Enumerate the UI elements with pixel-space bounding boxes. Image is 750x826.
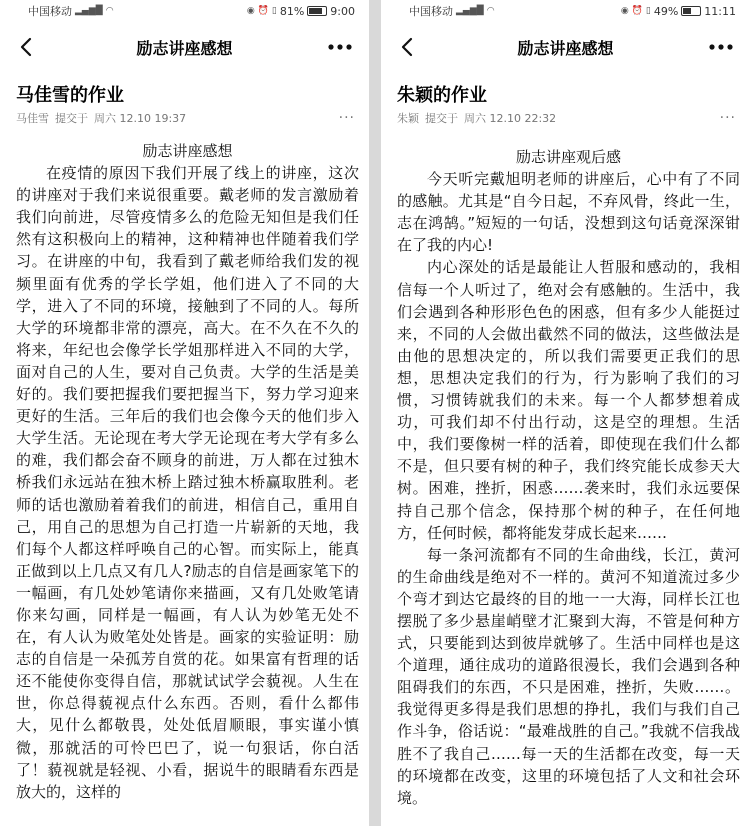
chevron-left-icon	[400, 37, 414, 57]
submit-label: 提交于	[425, 112, 458, 125]
author-name[interactable]: 朱颖	[397, 112, 419, 125]
alarm-icon: ⏰	[257, 6, 269, 16]
essay-paragraph: 每一条河流都有不同的生命曲线，长江，黄河的生命曲线是绝对不一样的。黄河不知道流过多少个弯才到达它最终的目的地一一大海，同样长江也摆脱了多少悬崖峭壁才汇聚到大海，不管是何种方式，只要能到达到彼岸就够了。生活中同样也是这个道理，通往成功的道路很漫长，我们会遇到各种阻碍我们的东西，不只是困难，挫折，失败……。我觉得更多得是我们思想的挣扎，我们与我们自己作斗争，俗话说：“最难战胜的自己。”我就不信我战胜不了我自己……每一天的生活都在改变，每一天的环境都在改变，这里的环境包括了人文和社会环境。	[397, 545, 740, 807]
battery-icon	[681, 6, 701, 16]
battery-percent: 49%	[653, 4, 679, 18]
submit-date: 周六 12.10 22:32	[464, 112, 557, 125]
submit-label: 提交于	[55, 112, 88, 125]
post-header	[381, 82, 750, 126]
carrier-label: 中国移动	[28, 5, 72, 18]
essay-content	[0, 126, 369, 803]
vibrate-icon: ▯	[645, 6, 651, 16]
clock: 11:11	[704, 4, 736, 18]
author-name[interactable]: 马佳雪	[16, 112, 49, 125]
wifi-icon: ◠	[486, 6, 495, 16]
post-header	[0, 82, 369, 126]
post-more-icon[interactable]: ···	[338, 110, 355, 126]
clock: 9:00	[330, 4, 355, 18]
carrier-label: 中国移动	[409, 5, 453, 18]
essay-paragraph: 内心深处的话是最能让人哲服和感动的，我相信每一个人听过了，绝对会有感触的。生活中，我们会遇到各种形形色色的困惑，但有多少人能挺过来，不同的人会做出截然不同的做法，这些做法是由他的思想决定的，所以我们需要更正我们的思想，思想决定我们的行为，行为影响了我们的习惯，习惯铸就我们的未来。每一个人都梦想着成功，可我们却不付出行动，这是空的理想。生活中，我们要像树一样的活着，即使现在我们什么都不是，但只要有树的种子，我们终究能长成参天大树。困难，挫折，困惑……袭来时，我们永远要保持自己那个信念，保持那个树的种子，在任何地方，任何时候，都将能发芽成长起来……	[397, 258, 740, 542]
phone-screen-right	[381, 0, 750, 826]
post-meta	[397, 110, 736, 126]
signal-icon: ▂▄▆█	[456, 6, 484, 16]
back-button[interactable]	[395, 35, 419, 59]
back-button[interactable]	[14, 35, 38, 59]
battery-percent: 81%	[279, 4, 305, 18]
post-title: 马佳雪的作业	[16, 85, 124, 106]
essay-paragraph: 在疫情的原因下我们开展了线上的讲座，这次的讲座对于我们来说很重要。戴老师的发言激励着我们向前进，尽管疫情多么的危险无知但是我们任然有这积极向上的精神，这种精神也伴随着我们学习。在讲座的中旬，我看到了戴老师给我们发的视频里面有优秀的学长学姐，他们进入了不同的大学，进入了不同的环境，接触到了不同的人。每所大学的环境都非常的漂亮，高大。在不久在不久的将来，年纪也会像学长学姐那样进入不同的大学，面对自己的人生，要对自己负责。大学的生活是美好的。我们要把握我们要把握当下，努力学习迎来更好的生活。三年后的我们也会像今天的他们步入大学生活。无论现在考大学无论现在考大学有多么的难，我们都会奋不顾身的前进，万人都在过独木桥我们永远站在独木桥上踏过独木桥赢取胜利。老师的话也激励着着我们的前进，相信自己，重用自己，用自己的思想为自己打造一片崭新的天地，我们每个人都这样呼唤自己的心智。而实际上，能真正做到以上几点又有几人?励志的自信是画家笔下的一幅画，有几处妙笔请你来描画，又有几处败笔请你来勾画，同样是一幅画，有人认为妙笔无处不在，有人认为败笔处处皆是。画家的实验证明：励志的自信是一朵孤芳自赏的花。如果富有哲理的话还不能使你变得自信，那就试试学会藐视。人生在世，你总得藐视点什么东西。否则，看什么都伟大，见什么都敬畏，处处低眉顺眼，事实谨小慎微，那就活的可怜巴巴了，说一句狠话，你白活了！藐视就是轻视、小看，据说牛的眼睛看东西是放大的，这样的	[16, 164, 359, 801]
alarm-icon: ⏰	[631, 6, 643, 16]
nav-bar	[0, 22, 369, 72]
post-more-icon[interactable]: ···	[719, 110, 736, 126]
wifi-icon: ◠	[105, 6, 114, 16]
more-options-button[interactable]	[706, 35, 736, 59]
more-dots-icon	[709, 44, 733, 50]
essay-content	[381, 126, 750, 809]
vibrate-icon: ▯	[271, 6, 277, 16]
phone-screen-left	[0, 0, 369, 826]
nav-bar	[381, 22, 750, 72]
more-options-button[interactable]	[325, 35, 355, 59]
chevron-left-icon	[19, 37, 33, 57]
essay-paragraph: 今天听完戴旭明老师的讲座后，心中有了不同的感触。尤其是“自今日起，不弃风骨，终此一生，志在鸿鹄。”短短的一句话，没想到这句话竟深深钳在了我的内心!	[397, 170, 740, 255]
post-meta	[16, 110, 355, 126]
page-title: 励志讲座感想	[517, 38, 614, 58]
status-bar	[0, 0, 369, 22]
page-title: 励志讲座感想	[136, 38, 233, 58]
signal-icon: ▂▄▆█	[75, 6, 103, 16]
post-title: 朱颖的作业	[397, 85, 487, 106]
essay-title: 励志讲座感想	[142, 142, 233, 160]
battery-icon	[307, 6, 327, 16]
more-dots-icon	[328, 44, 352, 50]
status-bar	[381, 0, 750, 22]
submit-date: 周六 12.10 19:37	[94, 112, 187, 125]
eye-icon: ◉	[246, 6, 255, 16]
essay-title: 励志讲座观后感	[515, 148, 621, 166]
eye-icon: ◉	[620, 6, 629, 16]
